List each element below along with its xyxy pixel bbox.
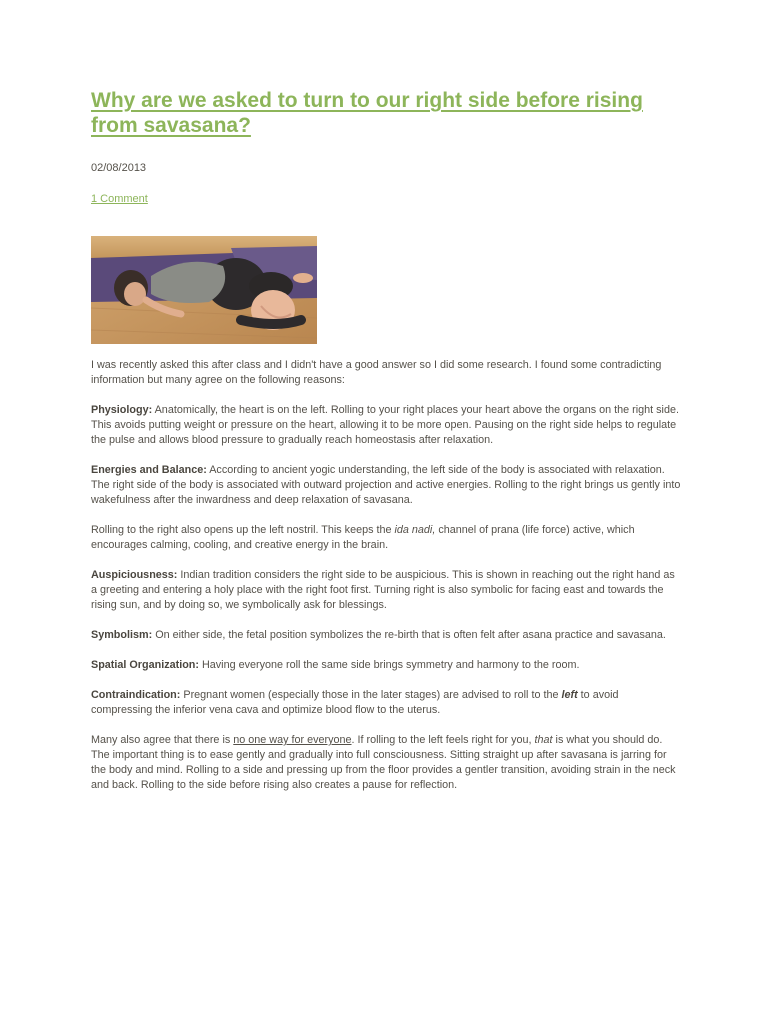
auspicious-text: Indian tradition considers the right side to be auspicious. This is shown in reaching out the right hand as a greeting and entering a holy place with the right foot first. Turning right is also symbolic for facing east and towards the rising sun, and by doing so, we symbolically ask for blessings. <box>91 569 675 611</box>
closing-underline: no one way for everyone <box>233 734 352 746</box>
energies-label: Energies and Balance: <box>91 464 207 476</box>
energies-paragraph <box>91 463 681 508</box>
closing-emphasis: that <box>534 734 553 746</box>
symbolism-paragraph <box>91 628 681 643</box>
physiology-label: Physiology: <box>91 404 153 416</box>
post-date: 02/08/2013 <box>91 162 147 174</box>
post-photo <box>91 236 317 344</box>
energies-text: According to ancient yogic understanding, the left side of the body is associated with relaxation. The right side of the body is associated with outward projection and active energies. Rolling to the right brings us gently into wakefulness after the inwardness and deep relaxation of savasana. <box>91 464 681 506</box>
closing-paragraph <box>91 733 681 793</box>
contra-text-a: Pregnant women (especially those in the later stages) are advised to roll to the <box>180 689 562 701</box>
physiology-paragraph <box>91 403 681 448</box>
contra-label: Contraindication: <box>91 689 181 701</box>
symbolism-label: Symbolism: <box>91 629 153 641</box>
nostril-text-b: channel of prana (life force) active, which encourages calming, cooling, and creative energy in the brain. <box>91 524 635 551</box>
nostril-emphasis: ida nadi, <box>394 524 436 536</box>
nostril-text-a: Rolling to the right also opens up the left nostril. This keeps the <box>91 524 395 536</box>
spatial-paragraph <box>91 658 681 673</box>
contra-text-b: to avoid compressing the inferior vena cava and optimize blood flow to the uterus. <box>91 689 619 716</box>
auspicious-paragraph <box>91 568 681 613</box>
closing-text-c: is what you should do. The important thing is to ease gently and gradually into full consciousness. Sitting straight up after savasana is jarring for the body and mind. Rolling to a side and pressing up from the floor provides a gentler transition, avoiding strain in the neck and back. Rolling to the side before rising also creates a pause for reflection. <box>91 734 676 791</box>
intro-text: I was recently asked this after class and I didn't have a good answer so I did some research. I found some contradicting information but many agree on the following reasons: <box>91 359 662 386</box>
intro-paragraph <box>91 358 681 388</box>
comments-link[interactable]: 1 Comment <box>91 193 148 205</box>
blog-post <box>91 88 681 791</box>
physiology-text: Anatomically, the heart is on the left. Rolling to your right places your heart above the organs on the right side. This avoids putting weight or pressure on the heart, allowing it to be more open. Pausing on the right side helps to regulate the pulse and allows blood pressure to gradually reach homeostasis after relaxation. <box>91 404 679 446</box>
yoga-pose-image <box>91 236 317 344</box>
nostril-paragraph <box>91 523 681 553</box>
post-title[interactable]: Why are we asked to turn to our right side before rising from savasana? <box>91 89 643 137</box>
auspicious-label: Auspiciousness: <box>91 569 178 581</box>
closing-text-b: . If rolling to the left feels right for you, <box>351 734 535 746</box>
contra-paragraph <box>91 688 681 718</box>
contra-emphasis: left <box>561 689 578 701</box>
spatial-label: Spatial Organization: <box>91 659 199 671</box>
post-body <box>91 358 681 808</box>
closing-text-a: Many also agree that there is <box>91 734 234 746</box>
symbolism-text: On either side, the fetal position symbolizes the re-birth that is often felt after asana practice and savasana. <box>152 629 666 641</box>
spatial-text: Having everyone roll the same side brings symmetry and harmony to the room. <box>198 659 580 671</box>
